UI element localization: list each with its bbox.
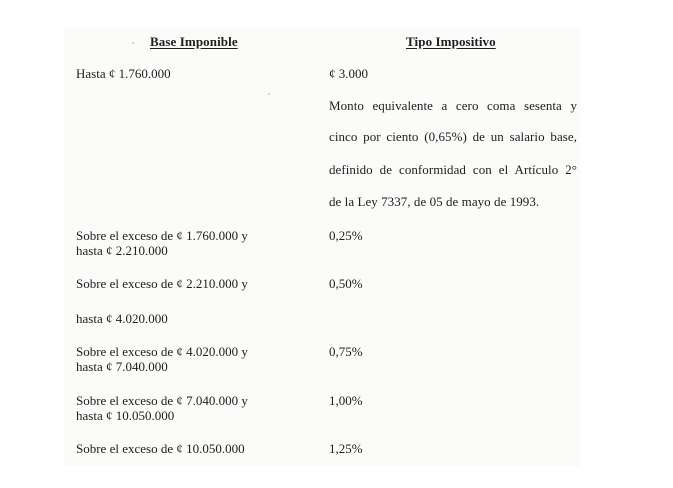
row-2-base-line-2: hasta ¢ 2.210.000 <box>76 243 168 258</box>
row-7-base: Sobre el exceso de ¢ 10.050.000 <box>76 441 245 456</box>
row-5-base-line-2: hasta ¢ 7.040.000 <box>76 359 168 374</box>
row-2-base-line-1: Sobre el exceso de ¢ 1.760.000 y <box>76 228 248 243</box>
row-4-base: hasta ¢ 4.020.000 <box>76 311 168 326</box>
scan-speck <box>132 42 134 44</box>
row-1-desc-line-4: de la Ley 7337, de 05 de mayo de 1993. <box>329 194 540 209</box>
row-1-desc-line-3: definido de conformidad con el Artículo 2° <box>329 162 577 177</box>
row-3-base: Sobre el exceso de ¢ 2.210.000 y <box>76 276 248 291</box>
header-tipo-impositivo: Tipo Impositivo <box>406 34 496 49</box>
header-base-imponible: Base Imponible <box>150 34 238 49</box>
scan-speck <box>268 93 270 95</box>
row-5-tipo: 0,75% <box>329 344 363 359</box>
row-5-base-line-1: Sobre el exceso de ¢ 4.020.000 y <box>76 344 248 359</box>
row-1-base: Hasta ¢ 1.760.000 <box>76 66 171 81</box>
row-7-tipo: 1,25% <box>329 441 363 456</box>
row-6-base-line-2: hasta ¢ 10.050.000 <box>76 408 175 423</box>
row-3-tipo: 0,50% <box>329 276 363 291</box>
row-1-tipo: ¢ 3.000 <box>329 66 368 81</box>
row-6-base-line-1: Sobre el exceso de ¢ 7.040.000 y <box>76 393 248 408</box>
row-6-tipo: 1,00% <box>329 393 363 408</box>
row-1-desc-line-1: Monto equivalente a cero coma sesenta y <box>329 98 577 113</box>
row-2-tipo: 0,25% <box>329 228 363 243</box>
row-1-desc-line-2: cinco por ciento (0,65%) de un salario base, <box>329 129 577 144</box>
